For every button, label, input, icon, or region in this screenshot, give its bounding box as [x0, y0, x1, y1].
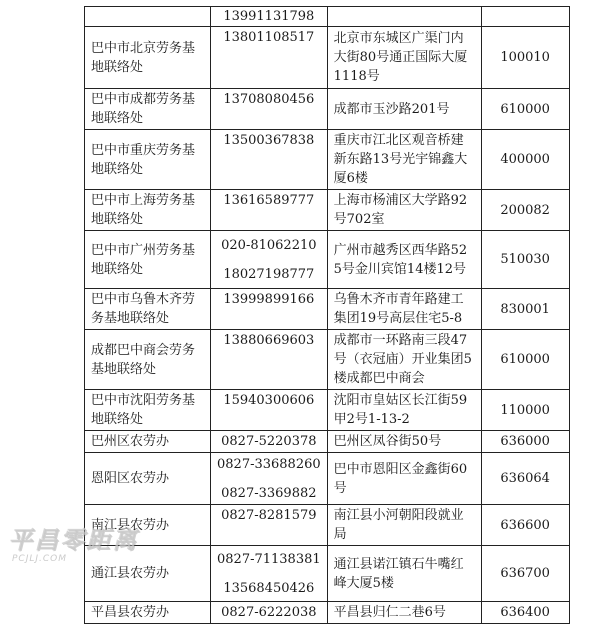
phone-number: 13999899166: [223, 292, 315, 307]
table-row: [85, 453, 570, 505]
phone-number: 15940300606: [223, 393, 315, 408]
address: 巴中市恩阳区金鑫街60号: [327, 453, 481, 505]
address: 广州市越秀区西华路525号金川宾馆14楼12号: [327, 231, 481, 289]
office-name: 通江县农劳办: [85, 546, 211, 602]
table-row: [85, 7, 570, 27]
office-name: 巴中市沈阳劳务基地联络处: [85, 390, 211, 431]
office-name: 恩阳区农劳办: [85, 453, 211, 505]
phone-number: 13708080456: [223, 92, 315, 107]
postal-code: 636064: [481, 453, 569, 505]
phone-number: 13616589777: [223, 193, 315, 208]
table-row: [85, 330, 570, 390]
address: [327, 7, 481, 27]
postal-code: 636000: [481, 431, 569, 453]
postal-code: 636700: [481, 546, 569, 602]
office-name: 巴中市北京劳务基地联络处: [85, 27, 211, 89]
watermark-title: 平昌零距离: [8, 526, 138, 554]
office-name: 南江县农劳办: [85, 505, 211, 546]
phone-number: 13500367838: [223, 133, 315, 148]
phone-number: 13801108517: [223, 30, 315, 45]
postal-code: 510030: [481, 231, 569, 289]
phone-number: 13880669603: [223, 333, 315, 348]
address: 平昌县归仁二巷6号: [327, 602, 481, 624]
office-name: 成都巴中商会劳务基地联络处: [85, 330, 211, 390]
office-name: 巴中市成都劳务基地联络处: [85, 89, 211, 130]
contacts-table: [84, 6, 570, 624]
watermark-subtitle: PCJLJ.COM: [12, 554, 68, 564]
postal-code: 200082: [481, 190, 569, 231]
phone-number: 13568450426: [223, 580, 315, 596]
phone-number: 0827-3369882: [221, 485, 317, 501]
phone-cell: [211, 505, 328, 546]
phone-cell: [211, 89, 328, 130]
office-name: 巴中市重庆劳务基地联络处: [85, 130, 211, 190]
office-name: 巴中市上海劳务基地联络处: [85, 190, 211, 231]
table-row: [85, 89, 570, 130]
phone-cell: [211, 289, 328, 330]
phone-number: 0827-6222038: [221, 605, 317, 620]
phone-cell: [211, 390, 328, 431]
phone-cell: [211, 453, 328, 505]
postal-code: 610000: [481, 89, 569, 130]
phone-cell: [211, 231, 328, 289]
postal-code: [481, 7, 569, 27]
office-name: 巴中市乌鲁木齐劳务基地联络处: [85, 289, 211, 330]
address: 北京市东城区广渠门内大街80号通正国际大厦1118号: [327, 27, 481, 89]
address: 乌鲁木齐市青年路建工集团19号高层住宅5-8: [327, 289, 481, 330]
address: 沈阳市皇姑区长江街59甲2号1-13-2: [327, 390, 481, 431]
table-row: [85, 190, 570, 231]
table-row: [85, 602, 570, 624]
table-row: [85, 546, 570, 602]
phone-cell: [211, 330, 328, 390]
phone-cell: [211, 546, 328, 602]
office-name: 巴中市广州劳务基地联络处: [85, 231, 211, 289]
postal-code: 110000: [481, 390, 569, 431]
address: 南江县小河朝阳段就业局: [327, 505, 481, 546]
postal-code: 636600: [481, 505, 569, 546]
address: 上海市杨浦区大学路92号702室: [327, 190, 481, 231]
phone-cell: [211, 602, 328, 624]
postal-code: 100010: [481, 27, 569, 89]
phone-cell: [211, 130, 328, 190]
table-row: [85, 27, 570, 89]
address: 巴州区凤谷街50号: [327, 431, 481, 453]
postal-code: 610000: [481, 330, 569, 390]
phone-cell: [211, 7, 328, 27]
address: 通江县诺江镇石牛嘴红峰大厦5楼: [327, 546, 481, 602]
phone-cell: [211, 27, 328, 89]
address: 成都市玉沙路201号: [327, 89, 481, 130]
phone-cell: [211, 431, 328, 453]
phone-number: 13991131798: [223, 9, 315, 24]
postal-code: 830001: [481, 289, 569, 330]
table-row: [85, 505, 570, 546]
phone-number: 0827-8281579: [221, 508, 317, 523]
phone-cell: [211, 190, 328, 231]
phone-number: 0827-5220378: [221, 434, 317, 449]
phone-number: 0827-33688260: [217, 456, 321, 472]
table-row: [85, 130, 570, 190]
office-name: 巴州区农劳办: [85, 431, 211, 453]
office-name: 平昌县农劳办: [85, 602, 211, 624]
table-row: [85, 231, 570, 289]
address: 重庆市江北区观音桥建新东路13号光宇锦鑫大厦6楼: [327, 130, 481, 190]
office-name: [85, 7, 211, 27]
table-row: [85, 431, 570, 453]
table-row: [85, 390, 570, 431]
phone-number: 0827-71138381: [217, 551, 321, 567]
postal-code: 636400: [481, 602, 569, 624]
postal-code: 400000: [481, 130, 569, 190]
phone-number: 18027198777: [223, 266, 315, 282]
phone-number: 020-81062210: [221, 237, 317, 253]
address: 成都市一环路南三段47号（衣冠庙）开业集团5楼成都巴中商会: [327, 330, 481, 390]
table-row: [85, 289, 570, 330]
